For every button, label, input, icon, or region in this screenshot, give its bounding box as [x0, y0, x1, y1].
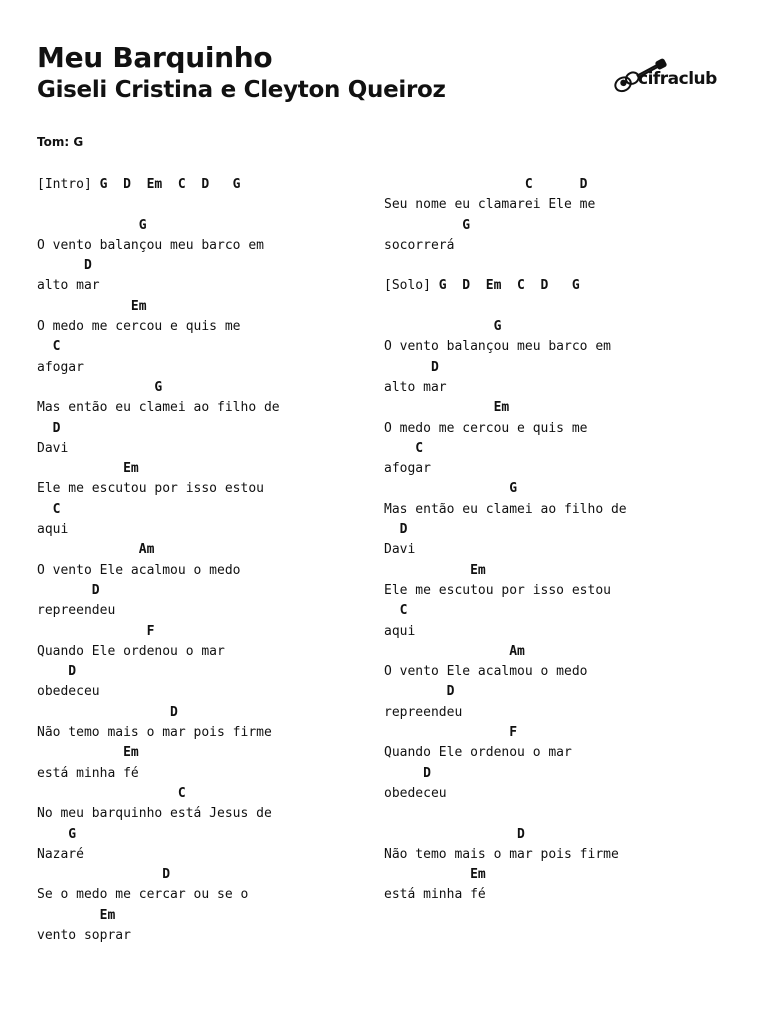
- blank-line: [384, 256, 627, 276]
- chord-line: Em: [384, 867, 486, 883]
- chord-line: Em: [384, 400, 510, 416]
- chord-line: D: [37, 704, 178, 720]
- chord-line: G: [37, 217, 147, 233]
- chord-line: D: [384, 359, 439, 375]
- song-title: Meu Barquinho: [37, 41, 273, 74]
- lyric-line: afogar: [37, 359, 84, 375]
- chord-line: G: [37, 379, 163, 395]
- chord-line: Em: [384, 562, 486, 578]
- chord-line: C: [384, 440, 424, 456]
- lyrics-column-left: [37, 175, 280, 946]
- chord-line: D: [384, 522, 408, 538]
- lyric-line: Nazaré: [37, 846, 84, 862]
- lyric-line: Ele me escutou por isso estou: [37, 481, 264, 497]
- lyric-line: repreendeu: [37, 603, 116, 619]
- chord-line: F: [384, 725, 518, 741]
- section-chords: G D Em C D G: [430, 278, 580, 294]
- lyric-line: O vento balançou meu barco em: [37, 237, 264, 253]
- chord-line: C D: [384, 177, 588, 192]
- lyric-line: afogar: [384, 461, 431, 477]
- chord-line: C: [384, 603, 408, 619]
- lyric-line: O medo me cercou e quis me: [37, 319, 241, 335]
- lyric-line: Se o medo me cercar ou se o: [37, 887, 249, 903]
- chord-line: G: [384, 217, 471, 233]
- chord-line: D: [384, 826, 525, 842]
- chord-line: G: [384, 319, 502, 335]
- lyric-line: socorrerá: [384, 237, 455, 253]
- lyric-line: alto mar: [384, 379, 447, 395]
- section-chords: G D Em C D G: [91, 177, 241, 192]
- section-line: [384, 276, 627, 296]
- key-label: Tom:: [37, 135, 70, 149]
- lyric-line: Quando Ele ordenou o mar: [384, 745, 572, 761]
- cifraclub-logo: [606, 48, 718, 94]
- chord-line: D: [37, 664, 77, 680]
- guitar-icon: [606, 48, 718, 94]
- blank-line: [384, 297, 627, 317]
- lyric-line: obedeceu: [37, 684, 100, 700]
- lyric-line: No meu barquinho está Jesus de: [37, 806, 272, 822]
- lyric-line: Ele me escutou por isso estou: [384, 582, 611, 598]
- section-label: [Intro]: [37, 177, 92, 192]
- chord-line: Am: [37, 542, 155, 558]
- chord-line: F: [37, 623, 155, 639]
- chord-line: D: [37, 867, 171, 883]
- lyric-line: O medo me cercou e quis me: [384, 420, 588, 436]
- lyric-line: Não temo mais o mar pois firme: [384, 846, 619, 862]
- chord-line: D: [384, 684, 455, 700]
- lyric-line: está minha fé: [37, 765, 139, 781]
- lyric-line: Mas então eu clamei ao filho de: [384, 501, 627, 517]
- chord-line: Em: [37, 745, 139, 761]
- section-line: [37, 175, 280, 195]
- blank-line: [384, 804, 627, 824]
- song-artist: Giseli Cristina e Cleyton Queiroz: [37, 77, 446, 103]
- chord-line: D: [37, 582, 100, 598]
- lyric-line: O vento Ele acalmou o medo: [384, 664, 588, 680]
- lyric-line: Mas então eu clamei ao filho de: [37, 400, 280, 416]
- blank-line: [37, 195, 280, 215]
- chord-line: D: [384, 765, 431, 781]
- chord-line: G: [37, 826, 77, 842]
- chord-line: C: [37, 785, 186, 801]
- lyric-line: vento soprar: [37, 927, 131, 943]
- chord-line: Em: [37, 298, 147, 314]
- lyric-line: Seu nome eu clamarei Ele me: [384, 197, 596, 213]
- chord-line: Am: [384, 643, 525, 659]
- lyric-line: alto mar: [37, 278, 100, 294]
- lyric-line: repreendeu: [384, 704, 463, 720]
- lyric-line: está minha fé: [384, 887, 486, 903]
- section-label: [Solo]: [384, 278, 431, 294]
- lyrics-column-right: [384, 175, 627, 906]
- logo-text: cifraclub: [638, 69, 717, 89]
- lyric-line: aqui: [37, 522, 69, 538]
- lyric-line: Não temo mais o mar pois firme: [37, 725, 272, 741]
- lyric-line: Davi: [37, 440, 69, 456]
- chord-line: G: [384, 481, 518, 497]
- lyric-line: Davi: [384, 542, 416, 558]
- key-value: G: [73, 135, 84, 149]
- chord-line: D: [37, 258, 92, 274]
- lyric-line: O vento Ele acalmou o medo: [37, 562, 241, 578]
- chord-line: C: [37, 501, 61, 517]
- chord-line: Em: [37, 461, 139, 477]
- lyric-line: obedeceu: [384, 785, 447, 801]
- lyric-line: O vento balançou meu barco em: [384, 339, 611, 355]
- chord-line: C: [37, 339, 61, 355]
- key-indicator: [37, 135, 83, 149]
- chord-line: Em: [37, 907, 116, 923]
- chord-line: D: [37, 420, 61, 436]
- lyric-line: Quando Ele ordenou o mar: [37, 643, 225, 659]
- lyric-line: aqui: [384, 623, 416, 639]
